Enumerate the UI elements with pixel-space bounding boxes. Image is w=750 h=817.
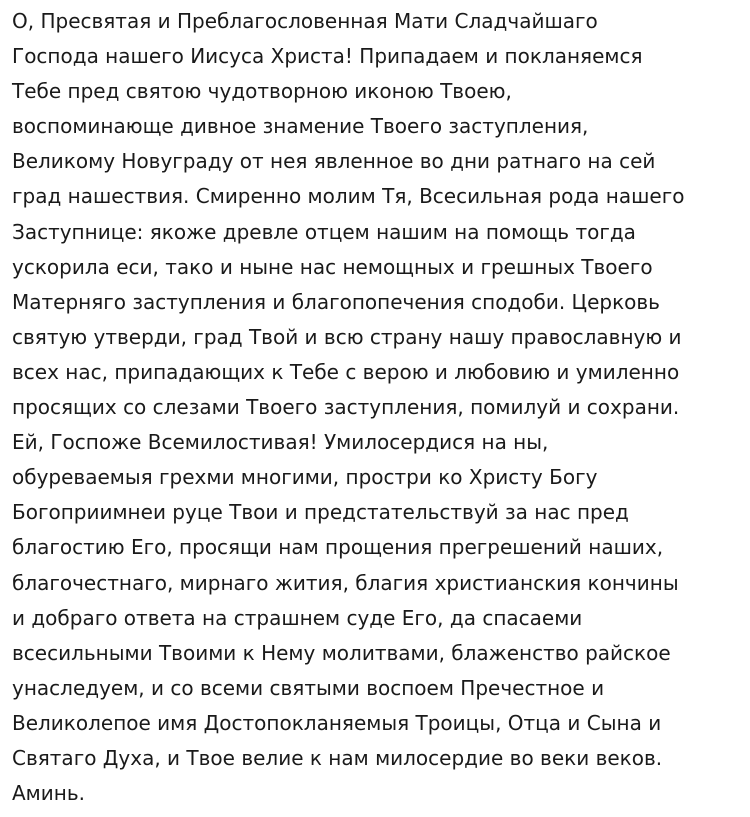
text-line-2: Господа нашего Иисуса Христа! Припадаем и покланяемся (12, 44, 643, 69)
text-line-21: Великолепое имя Достопокланяемыя Троицы, Отца и Сына и (12, 710, 662, 735)
text-line-16: благостию Его, просящи нам прощения прегрешений наших, (12, 535, 664, 560)
text-line-15: Богоприимнеи руце Твои и предстательствуй за нас пред (12, 500, 629, 525)
prayer-text (12, 4, 750, 811)
text-line-23: Аминь. (12, 781, 85, 806)
text-line-20: унаследуем, и со всеми святыми воспоем Пречестное и (12, 675, 605, 700)
text-line-14: обуреваемыя грехми многими, простри ко Христу Богу (12, 465, 598, 490)
text-line-10: святую утверди, град Твой и всю страну нашу православную и (12, 324, 682, 349)
text-line-7: Заступнице: якоже древле отцем нашим на помощь тогда (12, 219, 636, 244)
text-line-13: Ей, Госпоже Всемилостивая! Умилосердися на ны, (12, 430, 549, 455)
text-line-22: Святаго Духа, и Твое велие к нам милосердие во веки веков. (12, 745, 663, 770)
text-line-11: всех нас, припадающих к Тебе с верою и любовию и умиленно (12, 359, 680, 384)
text-line-18: и добраго ответа на страшнем суде Его, да спасаеми (12, 605, 583, 630)
text-line-8: ускорила еси, тако и ныне нас немощных и грешных Твоего (12, 254, 653, 279)
text-line-12: просящих со слезами Твоего заступления, помилуй и сохрани. (12, 395, 680, 420)
text-line-19: всесильными Твоими к Нему молитвами, блаженство райское (12, 640, 671, 665)
text-line-6: град нашествия. Смиренно молим Тя, Всесильная рода нашего (12, 184, 685, 209)
text-line-9: Матерняго заступления и благопопечения сподоби. Церковь (12, 289, 660, 314)
text-line-1: О, Пресвятая и Преблагословенная Мати Сладчайшаго (12, 9, 598, 33)
text-line-5: Великому Новуграду от нея явленное во дни ратнаго на сей (12, 149, 656, 174)
text-line-4: воспоминающе дивное знамение Твоего заступления, (12, 114, 589, 139)
text-line-17: благочестнаго, мирнаго жития, благия христианския кончины (12, 570, 679, 595)
text-line-3: Тебе пред святою чудотворною иконою Твоею, (12, 79, 512, 104)
